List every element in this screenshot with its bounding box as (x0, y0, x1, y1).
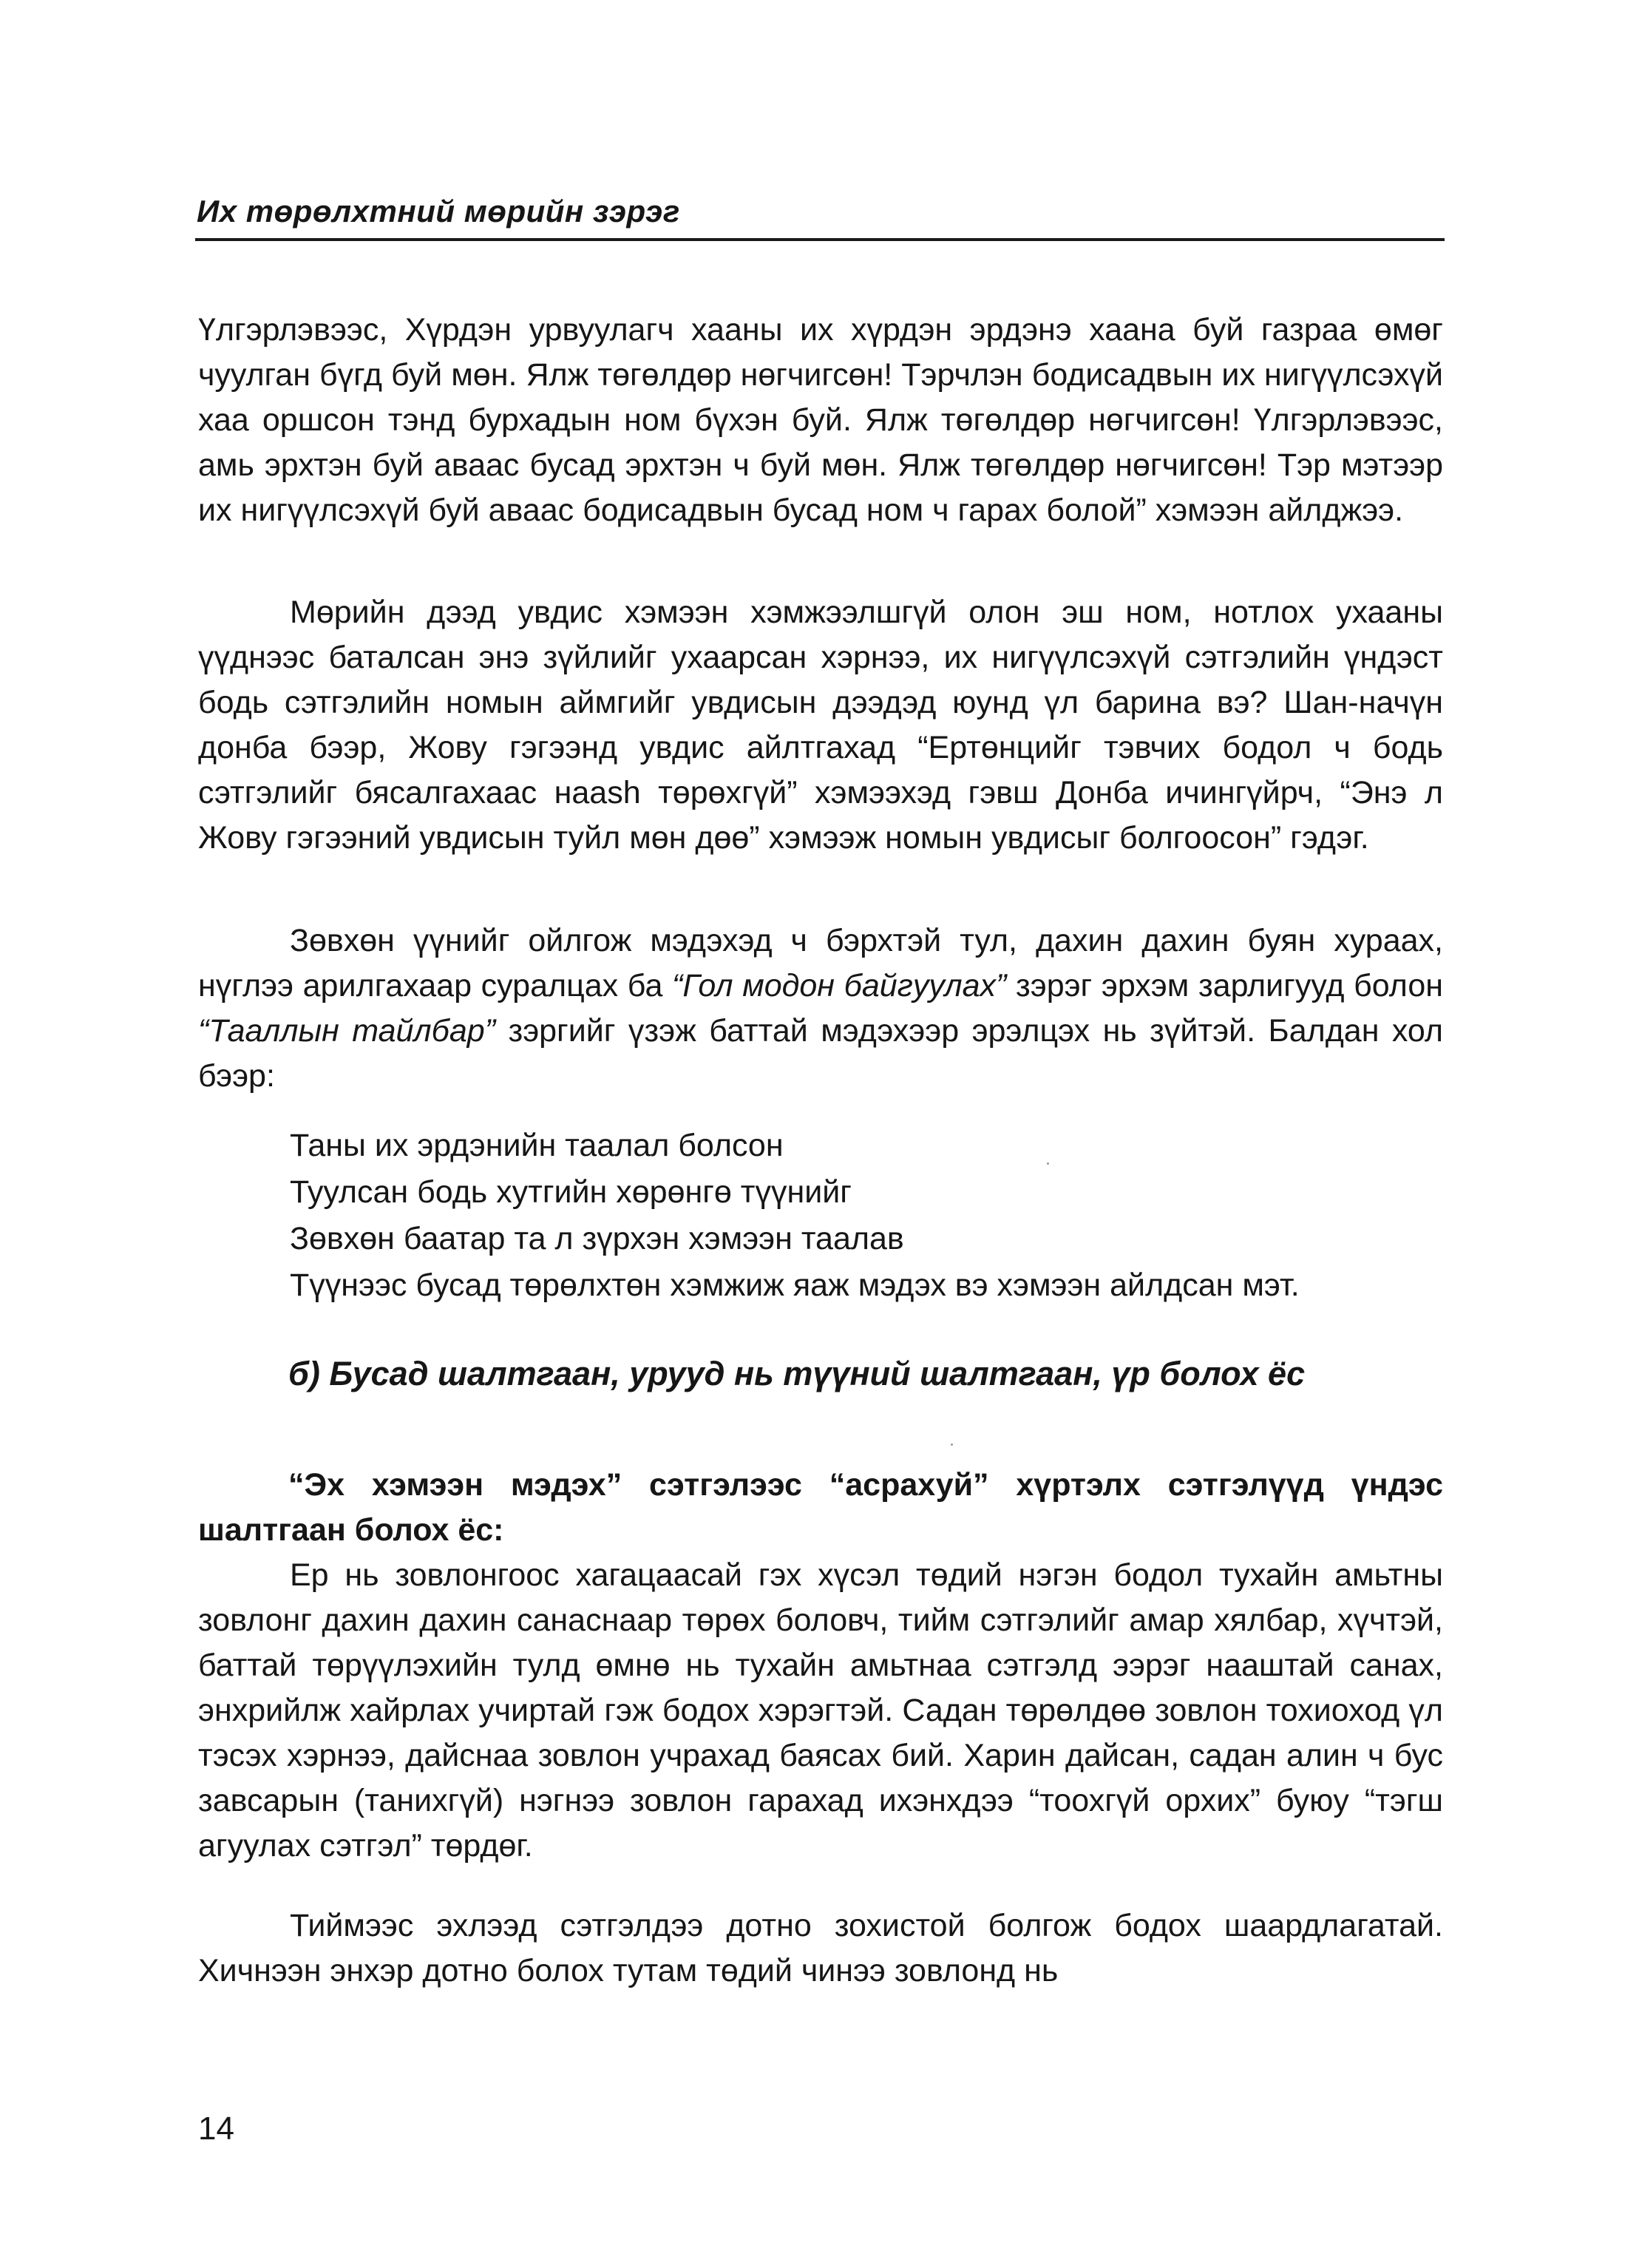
running-head: Их төрөлхтний мөрийн зэрэг (197, 194, 680, 229)
scan-speck (1047, 1162, 1049, 1165)
header-rule (195, 238, 1445, 241)
paragraph-3 (198, 918, 1443, 1099)
paragraph-1: Үлгэрлэвээс, Хүрдэн урвуулагч хааны их хүрдэн эрдэнэ хаана буй газраа өмөг чуулган бүгд буй мөн. Ялж төгөлдөр нөгчигсөн! Тэрчлэн бодисадвын их нигүүлсэхүй хаа оршсон тэнд бурхадын ном бүхэн буй. Ялж төгөлдөр нөгчигсөн! Үлгэрлэвээс, амь эрхтэн буй аваас бусад эрхтэн ч буй мөн. Ялж төгөлдөр нөгчигсөн! Тэр мэтээр их нигүүлсэхүй буй аваас бодисадвын бусад ном ч гарах болой” хэмээн айлджээ. (198, 312, 1443, 528)
verse-block (290, 1123, 1300, 1309)
verse-line: Таны их эрдэнийн таалал болсон (290, 1128, 784, 1163)
verse-line: Туулсан бодь хутгийн хөрөнгө түүнийг (290, 1174, 852, 1210)
cited-title-gol-modon: “Гол модон байгуулах” (672, 968, 1007, 1003)
section-heading: “Эх хэмээн мэдэх” сэтгэлээс “асрахуй” хүртэлх сэтгэлүүд үндэс шалтгаан болох ёс: (198, 1467, 1443, 1548)
verse-line: Зөвхөн баатар та л зүрхэн хэмээн таалав (290, 1221, 904, 1256)
paragraph-3-text-a: Зөвхөн үүнийг ойлгож мэдэхэд ч бэрхтэй тул, дахин дахин буян хураах, нүглээ арилгахаар суралцах ба (198, 923, 1443, 1003)
paragraph-3-text-c: зэргийг үзэж баттай мэдэхээр эрэлцэх нь зүйтэй. Балдан хол бээр: (198, 1013, 1443, 1094)
subheading: б) Бусад шалтгаан, урууд нь түүний шалтгаан, үр болох ёс (288, 1355, 1306, 1392)
paragraph-2: Мөрийн дээд увдис хэмээн хэмжээлшгүй олон эш ном, нотлох ухааны үүднээс баталсан энэ зүйлийг ухаарсан хэрнээ, их нигүүлсэхүй сэтгэлийн үндэст бодь сэтгэлийн номын аймгийг увдисын дээдэд юунд үл барина вэ? Шан-начүн донба бээр, Жову гэгээнд увдис айлтгахад “Ертөнцийг тэвчих бодол ч бодь сэтгэлийг бясалгахаас наash төрөхгүй” хэмээхэд гэвш Донба ичингүйрч, “Энэ л Жову гэгээний увдисын туйл мөн дөө” хэмээж номын увдисыг болгоосон” гэдэг. (198, 595, 1443, 856)
paragraph-3-text-b: зэрэг эрхэм зарлигууд болон (1006, 968, 1443, 1003)
page-number: 14 (198, 2110, 234, 2147)
verse-line: Түүнээс бусад төрөлхтөн хэмжиж яаж мэдэх вэ хэмээн айлдсан мэт. (290, 1267, 1300, 1303)
paragraph-4: Ер нь зовлонгоос хагацаасай гэх хүсэл төдий нэгэн бодол тухайн амьтны зовлонг дахин дахин санаснаар төрөх боловч, тийм сэтгэлийг амар хялбар, хүчтэй, баттай төрүүлэхийн тулд өмнө нь тухайн амьтнаа сэтгэлд ээрэг наaштай санах, энхрийлж хайрлах учиртай гэж бодох хэрэгтэй. Садан төрөлдөө зовлон тохиоход үл тэсэх хэрнээ, дайснаа зовлон учрахад баясах бий. Харин дайсан, садан алин ч бус завсарын (танихгүй) нэгнээ зовлон гарахад ихэнхдээ “тоохгүй орхих” буюу “тэгш агуулах сэтгэл” төрдөг. (198, 1557, 1443, 1864)
paragraph-5: Тиймээс эхлээд сэтгэлдээ дотно зохистой болгож бодох шаардлагатай. Хичнээн энхэр дотно болох тутам төдий чинээ зовлонд нь (198, 1908, 1443, 1988)
scan-speck (951, 1443, 953, 1446)
cited-title-taallyn-tailbar: “Тааллын тайлбар” (198, 1013, 496, 1049)
